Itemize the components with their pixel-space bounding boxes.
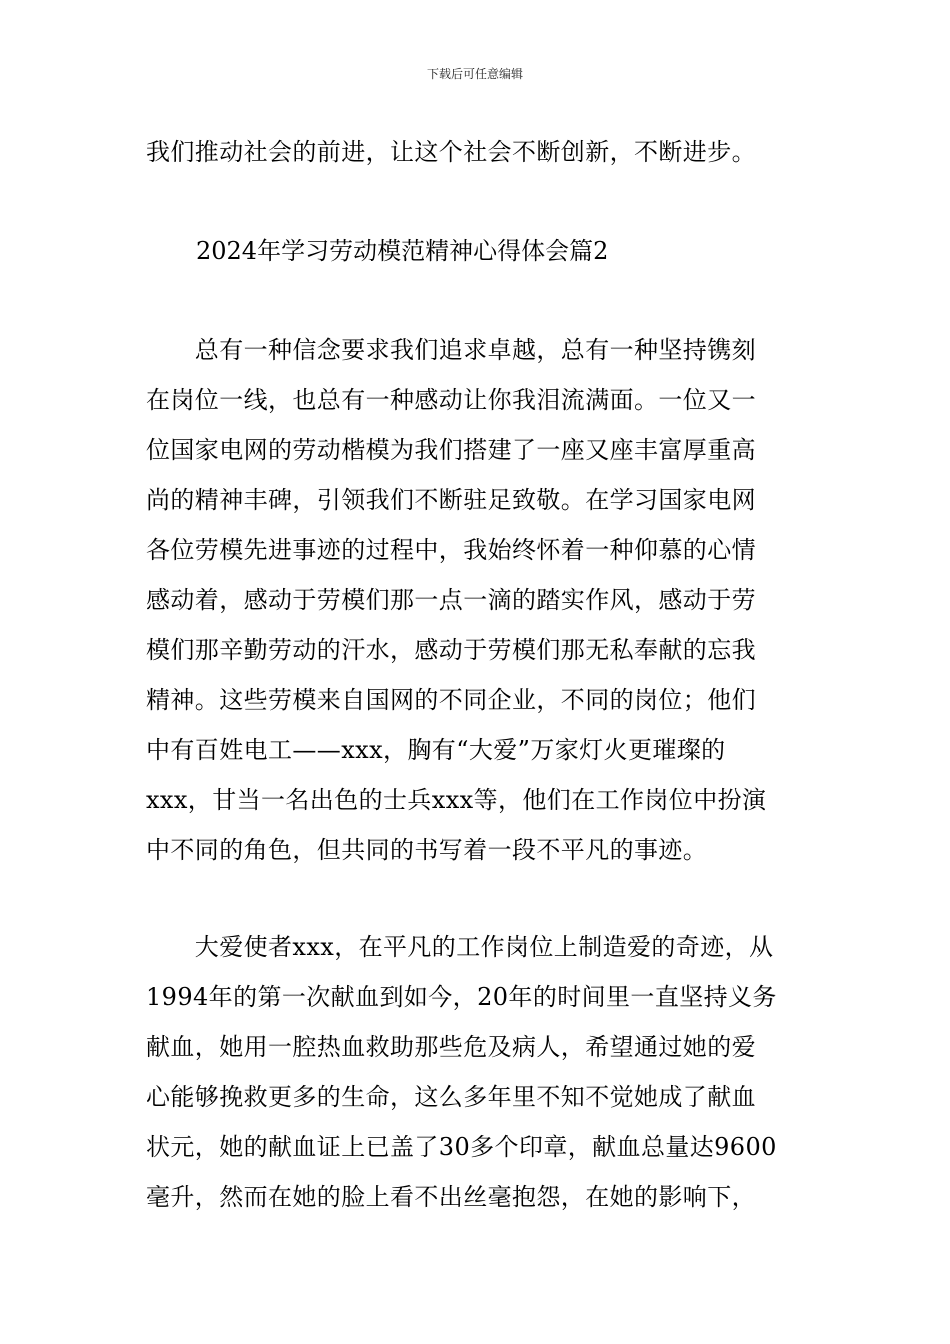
- text-line: 中有百姓电工——xxx，胸有“大爱”万家灯火更璀璨的: [146, 736, 726, 764]
- paragraph-1: [146, 325, 808, 875]
- page-header-note: 下载后可任意编辑: [426, 67, 523, 81]
- text-line: 状元，她的献血证上已盖了30多个印章，献血总量达9600: [146, 1133, 777, 1161]
- text-line: 我们推动社会的前进，让这个社会不断创新，不断进步。: [146, 138, 756, 166]
- text-line: 献血，她用一腔热血救助那些危及病人，希望通过她的爱: [146, 1033, 756, 1061]
- text-line: 1994年的第一次献血到如今，20年的时间里一直坚持义务: [146, 983, 777, 1011]
- text-line: 尚的精神丰碑，引领我们不断驻足致敬。在学习国家电网: [146, 486, 756, 514]
- paragraph-2: [146, 922, 808, 1222]
- text-line: 模们那辛勤劳动的汗水，感动于劳模们那无私奉献的忘我: [146, 636, 756, 664]
- text-line: xxx，甘当一名出色的士兵xxx等，他们在工作岗位中扮演: [146, 786, 767, 814]
- text-line: 毫升，然而在她的脸上看不出丝毫抱怨，在她的影响下，: [146, 1183, 756, 1211]
- text-line: 大爱使者xxx，在平凡的工作岗位上制造爱的奇迹，从: [146, 933, 774, 961]
- text-line: 在岗位一线，也总有一种感动让你我泪流满面。一位又一: [146, 386, 756, 414]
- text-line: 精神。这些劳模来自国网的不同企业，不同的岗位；他们: [146, 686, 756, 714]
- text-line: 总有一种信念要求我们追求卓越，总有一种坚持镌刻: [146, 336, 756, 364]
- text-line: 位国家电网的劳动楷模为我们搭建了一座又座丰富厚重高: [146, 436, 756, 464]
- text-line: 感动着，感动于劳模们那一点一滴的踏实作风，感动于劳: [146, 586, 756, 614]
- section-heading: 2024年学习劳动模范精神心得体会篇2: [196, 237, 609, 265]
- text-line: 各位劳模先进事迹的过程中，我始终怀着一种仰慕的心情: [146, 536, 756, 564]
- text-line: 中不同的角色，但共同的书写着一段不平凡的事迹。: [146, 836, 708, 864]
- continued-paragraph: [146, 127, 808, 177]
- text-line: 心能够挽救更多的生命，这么多年里不知不觉她成了献血: [146, 1083, 756, 1111]
